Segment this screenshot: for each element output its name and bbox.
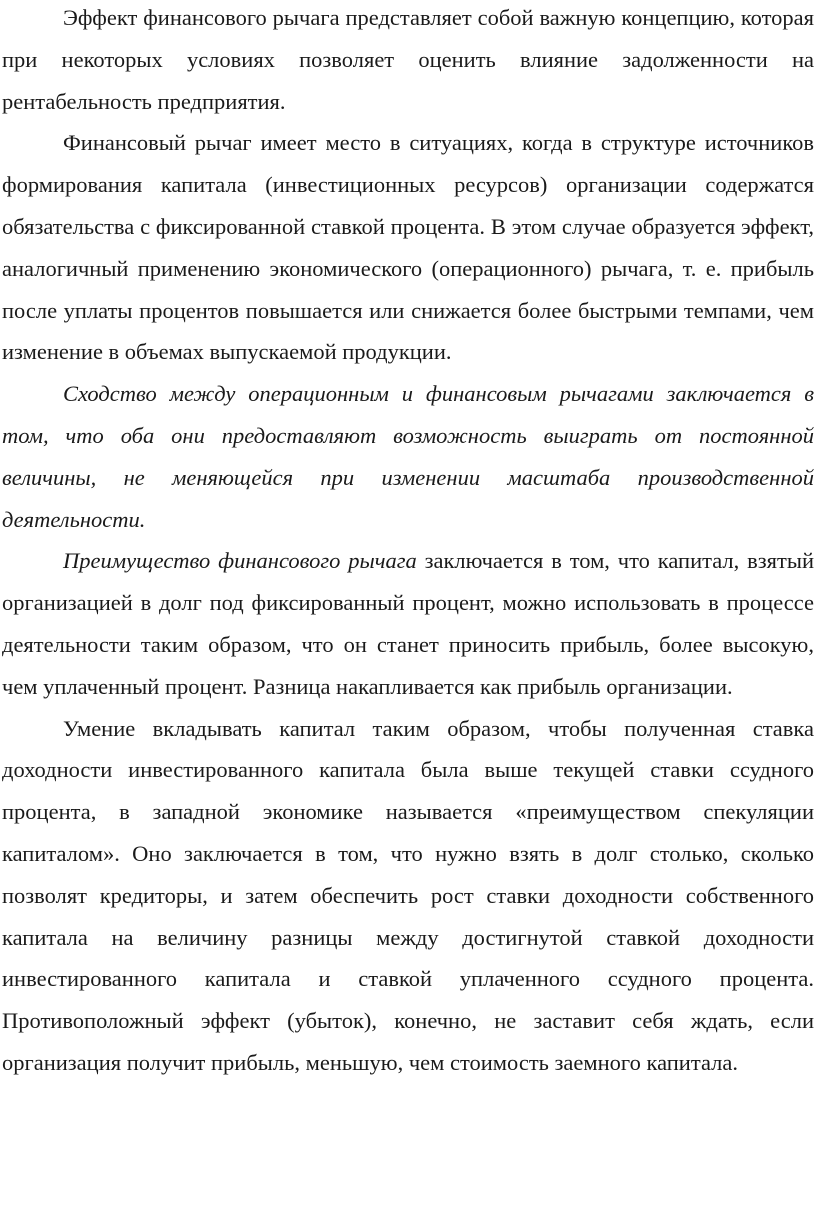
paragraph-4-text: заключается в том, что капитал, взятый организацией в долг под фиксированный процент, можно использовать в процессе деятельности таким образом, что он станет приносить прибыль, более высокую, чем уплаченный процент. Разница накапливается как прибыль организации.	[2, 548, 815, 699]
paragraph-4	[2, 540, 814, 707]
paragraph-1	[2, 0, 814, 122]
paragraph-1-text: Эффект финансового рычага представляет собой важную концепцию, которая при некоторых условиях позволяет оценить влияние задолженности на рентабельность предприятия.	[2, 5, 814, 114]
paragraph-2-text: Финансовый рычаг имеет место в ситуациях, когда в структуре источников формирования капитала (инвестиционных ресурсов) организации содержатся обязательства с фиксированной ставкой процента. В этом случае образуется эффект, аналогичный применению экономического (операционного) рычага, т. е. прибыль после уплаты процентов повышается или снижается более быстрыми темпами, чем изменение в объемах выпускаемой продукции.	[2, 130, 814, 365]
paragraph-5-text: Умение вкладывать капитал таким образом, чтобы полученная ставка доходности инвестированного капитала была выше текущей ставки ссудного процента, в западной экономике называется «преимуществом спекуляции капиталом». Оно заключается в том, что нужно взять в долг столько, сколько позволят кредиторы, и затем обеспечить рост ставки доходности собственного капитала на величину разницы между достигнутой ставкой доходности инвестированного капитала и ставкой уплаченного ссудного процента. Противоположный эффект (убыток), конечно, не заставит себя ждать, если организация получит прибыль, меньшую, чем стоимость заемного капитала.	[2, 715, 814, 1075]
paragraph-4-italic-lead: Преимущество финансового рычага	[63, 548, 417, 574]
paragraph-2	[2, 122, 814, 373]
paragraph-3-text: Сходство между операционным и финансовым рычагами заключается в том, что оба они предоставляют возможность выиграть от постоянной величины, не меняющейся при изменении масштаба производственной деятельности.	[2, 381, 814, 532]
paragraph-3-italic	[2, 373, 814, 540]
paragraph-5	[2, 708, 814, 1084]
